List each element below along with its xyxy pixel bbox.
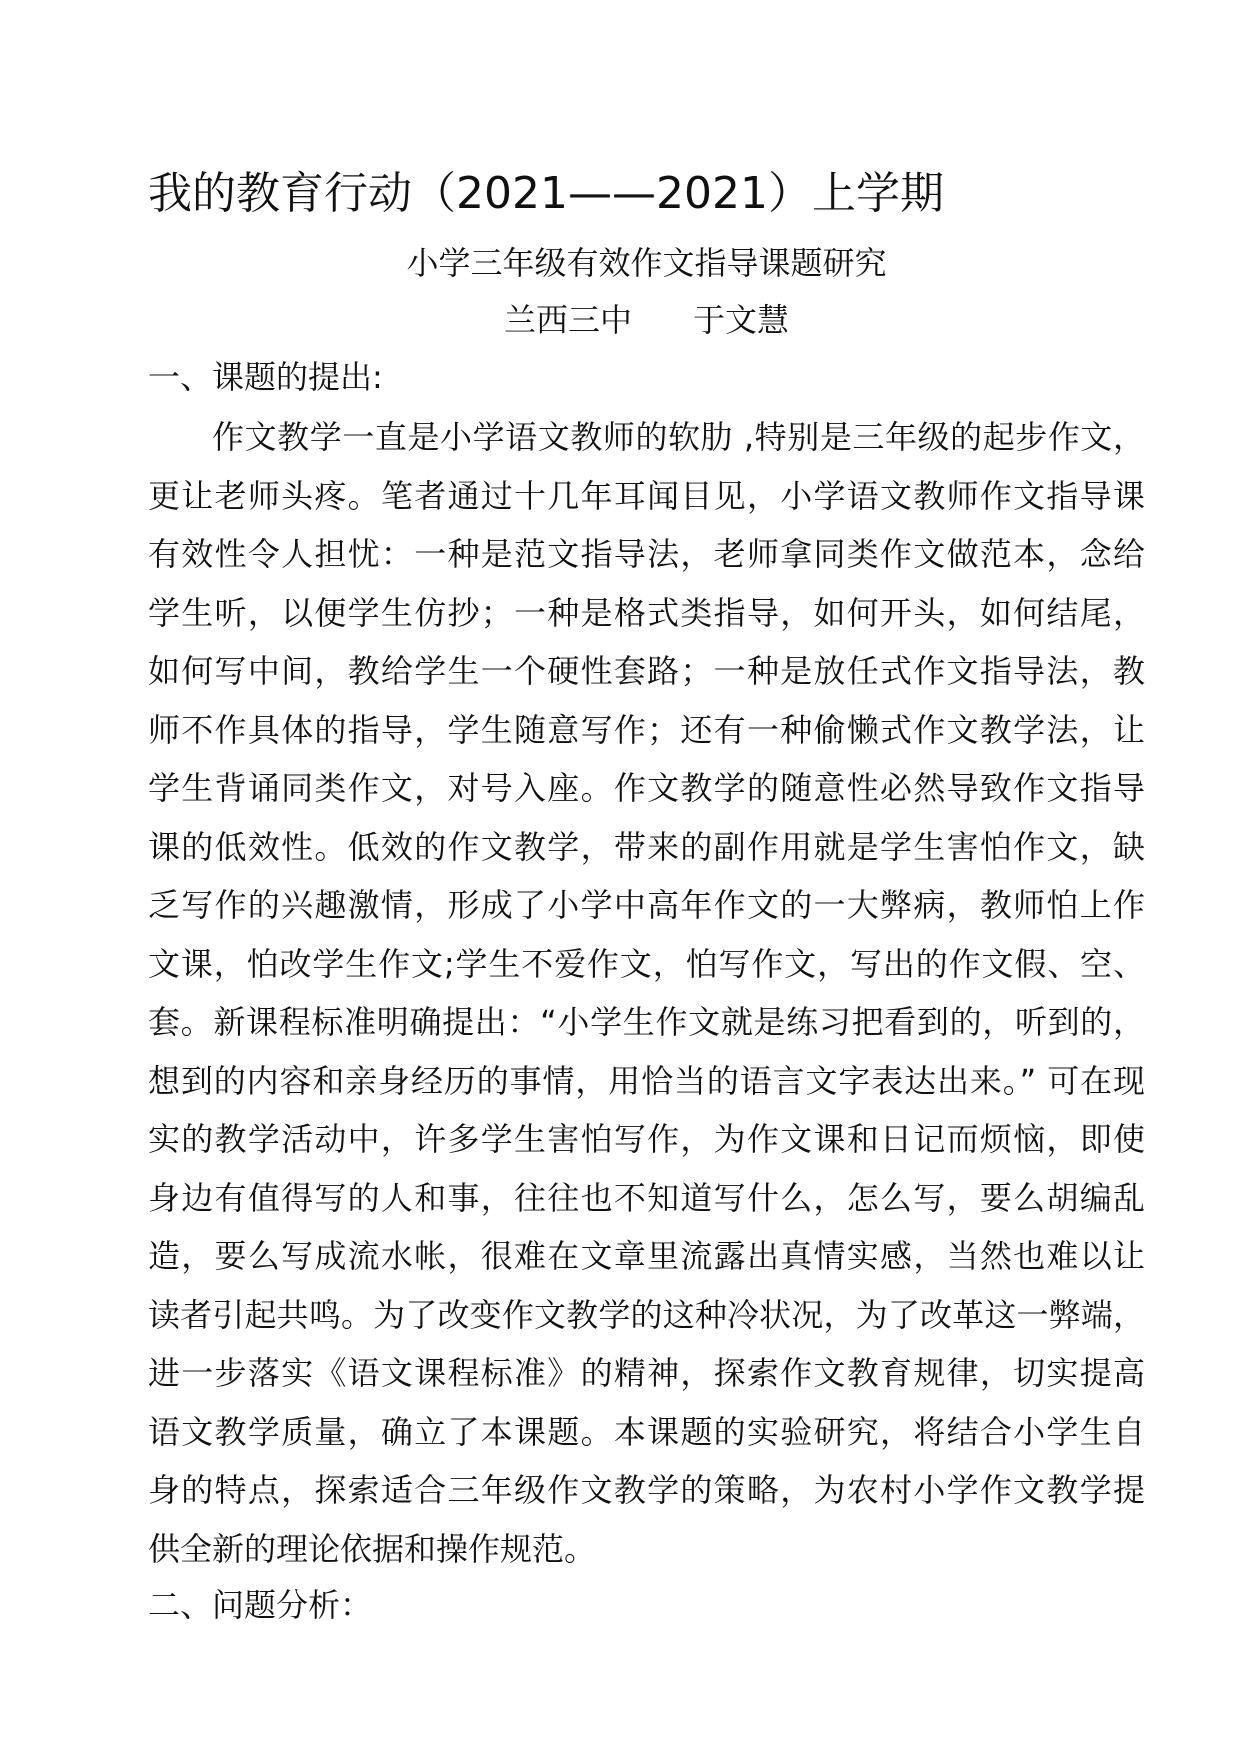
paragraph-line: 想到的内容和亲身经历的事情，用恰当的语言文字表达出来。” 可在现 — [148, 1061, 1145, 1100]
paragraph-line: 身边有值得写的人和事，往往也不知道写什么，怎么写，要么胡编乱 — [148, 1178, 1145, 1217]
paragraph-line: 更让老师头疼。笔者通过十几年耳闻目见，小学语文教师作文指导课 — [148, 476, 1145, 515]
paragraph-line: 语文教学质量，确立了本课题。本课题的实验研究，将结合小学生自 — [148, 1412, 1145, 1451]
section-heading-2: 二、问题分析： — [148, 1586, 373, 1624]
paragraph-line: 文课，怕改学生作文;学生不爱作文，怕写作文，写出的作文假、空、 — [148, 944, 1145, 983]
paragraph-line: 进一步落实《语文课程标准》的精神，探索作文教育规律，切实提高 — [148, 1354, 1145, 1392]
paragraph-line: 造，要么写成流水帐，很难在文章里流露出真情实感，当然也难以让 — [148, 1237, 1145, 1275]
paragraph-line: 读者引起共鸣。为了改变作文教学的这种冷状况，为了改革这一弊端， — [148, 1295, 1145, 1334]
section-heading-1: 一、课题的提出: — [148, 358, 383, 396]
paragraph-line: 课的低效性。低效的作文教学，带来的副作用就是学生害怕作文，缺 — [148, 827, 1145, 866]
paragraph-line: 学生听，以便学生仿抄；一种是格式类指导，如何开头，如何结尾， — [148, 593, 1145, 632]
paragraph-line: 有效性令人担忧：一种是范文指导法，老师拿同类作文做范本，念给 — [148, 535, 1145, 573]
paragraph-line: 套。新课程标准明确提出：“小学生作文就是练习把看到的，听到的， — [148, 1003, 1145, 1041]
paragraph-line: 如何写中间，教给学生一个硬性套路；一种是放任式作文指导法，教 — [148, 652, 1145, 690]
paragraph-line: 身的特点，探索适合三年级作文教学的策略，为农村小学作文教学提 — [148, 1471, 1145, 1509]
author-line: 兰西三中 于文慧 — [503, 301, 790, 339]
paragraph-line: 师不作具体的指导，学生随意写作；还有一种偷懒式作文教学法，让 — [148, 710, 1145, 749]
paragraph-line: 学生背诵同类作文，对号入座。作文教学的随意性必然导致作文指导 — [148, 769, 1145, 807]
paragraph-line: 作文教学一直是小学语文教师的软肋 ,特别是三年级的起步作文， — [212, 418, 1145, 456]
paragraph-line: 供全新的理论依据和操作规范。 — [148, 1529, 597, 1568]
paragraph-body — [148, 408, 1145, 1578]
paragraph-line: 乏写作的兴趣激情，形成了小学中高年作文的一大弊病，教师怕上作 — [148, 886, 1145, 924]
document-subtitle: 小学三年级有效作文指导课题研究 — [406, 244, 887, 282]
document-title: 我的教育行动（2021——2021）上学期 — [148, 168, 944, 219]
paragraph-line: 实的教学活动中，许多学生害怕写作，为作文课和日记而烦恼，即使 — [148, 1120, 1145, 1158]
